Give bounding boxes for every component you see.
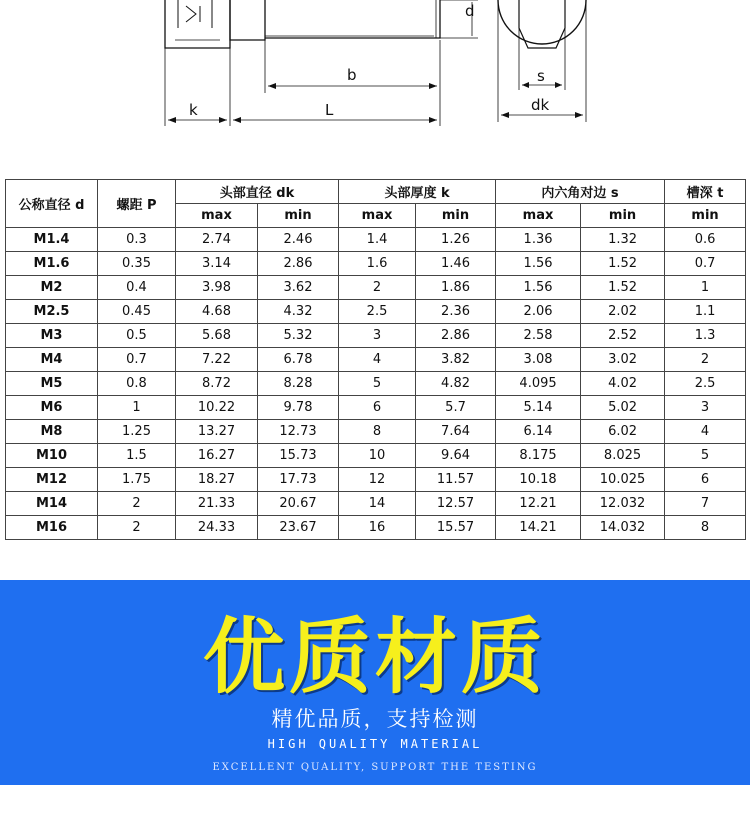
value-cell: 12.21 <box>496 492 581 516</box>
table-row <box>6 300 746 324</box>
value-cell: 7.64 <box>416 420 496 444</box>
value-cell: 1.26 <box>416 228 496 252</box>
value-cell: 20.67 <box>258 492 339 516</box>
subheader-cell: min <box>665 204 746 228</box>
dimension-label-k: k <box>189 101 198 119</box>
value-cell: 3.98 <box>176 276 258 300</box>
subheader-cell: min <box>258 204 339 228</box>
table-row <box>6 324 746 348</box>
size-cell: M1.6 <box>6 252 98 276</box>
value-cell: 1.5 <box>98 444 176 468</box>
value-cell: 1.6 <box>339 252 416 276</box>
screw-shank-outline <box>230 0 440 40</box>
table-row <box>6 372 746 396</box>
subheader-cell: min <box>416 204 496 228</box>
value-cell: 13.27 <box>176 420 258 444</box>
value-cell: 15.57 <box>416 516 496 540</box>
value-cell: 7 <box>665 492 746 516</box>
value-cell: 1 <box>98 396 176 420</box>
subheader-cell: max <box>496 204 581 228</box>
value-cell: 6.14 <box>496 420 581 444</box>
value-cell: 7.22 <box>176 348 258 372</box>
value-cell: 2 <box>339 276 416 300</box>
header-pitch: 螺距 P <box>98 180 176 228</box>
value-cell: 1.52 <box>581 276 665 300</box>
value-cell: 1.25 <box>98 420 176 444</box>
value-cell: 2.5 <box>339 300 416 324</box>
value-cell: 2 <box>665 348 746 372</box>
value-cell: 24.33 <box>176 516 258 540</box>
value-cell: 14 <box>339 492 416 516</box>
value-cell: 8 <box>665 516 746 540</box>
value-cell: 4.095 <box>496 372 581 396</box>
value-cell: 5.7 <box>416 396 496 420</box>
value-cell: 3 <box>665 396 746 420</box>
dimension-label-b: b <box>347 66 357 84</box>
value-cell: 4.32 <box>258 300 339 324</box>
value-cell: 1.56 <box>496 252 581 276</box>
dimension-label-s: s <box>537 67 545 85</box>
table-row <box>6 228 746 252</box>
value-cell: 2.02 <box>581 300 665 324</box>
screw-specification-table <box>5 179 746 540</box>
value-cell: 3.02 <box>581 348 665 372</box>
value-cell: 12 <box>339 468 416 492</box>
value-cell: 2.52 <box>581 324 665 348</box>
banner-subtitle: 精优品质，支持检测 <box>271 707 479 731</box>
subheader-cell: max <box>339 204 416 228</box>
size-cell: M4 <box>6 348 98 372</box>
value-cell: 1 <box>665 276 746 300</box>
value-cell: 18.27 <box>176 468 258 492</box>
value-cell: 4 <box>665 420 746 444</box>
value-cell: 1.86 <box>416 276 496 300</box>
value-cell: 5 <box>665 444 746 468</box>
value-cell: 5.02 <box>581 396 665 420</box>
value-cell: 3.14 <box>176 252 258 276</box>
value-cell: 0.6 <box>665 228 746 252</box>
value-cell: 4 <box>339 348 416 372</box>
value-cell: 15.73 <box>258 444 339 468</box>
table-row <box>6 396 746 420</box>
value-cell: 16 <box>339 516 416 540</box>
value-cell: 1.36 <box>496 228 581 252</box>
size-cell: M6 <box>6 396 98 420</box>
value-cell: 2.06 <box>496 300 581 324</box>
value-cell: 5.32 <box>258 324 339 348</box>
table-row <box>6 468 746 492</box>
value-cell: 10 <box>339 444 416 468</box>
dimension-label-d: d <box>465 2 475 20</box>
value-cell: 3 <box>339 324 416 348</box>
value-cell: 3.82 <box>416 348 496 372</box>
value-cell: 1.52 <box>581 252 665 276</box>
size-cell: M3 <box>6 324 98 348</box>
value-cell: 1.32 <box>581 228 665 252</box>
value-cell: 8 <box>339 420 416 444</box>
size-cell: M5 <box>6 372 98 396</box>
value-cell: 3.08 <box>496 348 581 372</box>
value-cell: 9.78 <box>258 396 339 420</box>
value-cell: 9.64 <box>416 444 496 468</box>
value-cell: 2.86 <box>416 324 496 348</box>
table-row <box>6 348 746 372</box>
value-cell: 2.46 <box>258 228 339 252</box>
value-cell: 5.14 <box>496 396 581 420</box>
banner-english-subtagline: EXCELLENT QUALITY, SUPPORT THE TESTING <box>212 762 538 773</box>
value-cell: 21.33 <box>176 492 258 516</box>
value-cell: 12.73 <box>258 420 339 444</box>
subheader-cell: max <box>176 204 258 228</box>
value-cell: 12.57 <box>416 492 496 516</box>
size-cell: M2 <box>6 276 98 300</box>
value-cell: 12.032 <box>581 492 665 516</box>
value-cell: 1.75 <box>98 468 176 492</box>
quality-banner <box>0 580 750 785</box>
value-cell: 0.35 <box>98 252 176 276</box>
size-cell: M2.5 <box>6 300 98 324</box>
value-cell: 5.68 <box>176 324 258 348</box>
value-cell: 4.82 <box>416 372 496 396</box>
size-cell: M1.4 <box>6 228 98 252</box>
size-cell: M16 <box>6 516 98 540</box>
banner-english-tagline: HIGH QUALITY MATERIAL <box>267 737 483 751</box>
value-cell: 11.57 <box>416 468 496 492</box>
value-cell: 2.36 <box>416 300 496 324</box>
value-cell: 4.68 <box>176 300 258 324</box>
value-cell: 6 <box>665 468 746 492</box>
value-cell: 1.1 <box>665 300 746 324</box>
value-cell: 17.73 <box>258 468 339 492</box>
value-cell: 6 <box>339 396 416 420</box>
value-cell: 8.175 <box>496 444 581 468</box>
value-cell: 0.7 <box>665 252 746 276</box>
value-cell: 2.86 <box>258 252 339 276</box>
value-cell: 6.02 <box>581 420 665 444</box>
value-cell: 2.58 <box>496 324 581 348</box>
value-cell: 2.5 <box>665 372 746 396</box>
value-cell: 14.032 <box>581 516 665 540</box>
value-cell: 2.74 <box>176 228 258 252</box>
dimension-label-dk: dk <box>531 96 550 114</box>
screw-end-view-circle <box>498 0 586 44</box>
value-cell: 2 <box>98 516 176 540</box>
table-row <box>6 444 746 468</box>
value-cell: 0.3 <box>98 228 176 252</box>
table-row <box>6 252 746 276</box>
value-cell: 0.8 <box>98 372 176 396</box>
value-cell: 0.45 <box>98 300 176 324</box>
header-head-diameter: 头部直径 dk <box>176 180 339 204</box>
value-cell: 8.72 <box>176 372 258 396</box>
table-header-row <box>6 180 746 204</box>
size-cell: M12 <box>6 468 98 492</box>
size-cell: M14 <box>6 492 98 516</box>
value-cell: 0.4 <box>98 276 176 300</box>
value-cell: 6.78 <box>258 348 339 372</box>
value-cell: 8.025 <box>581 444 665 468</box>
value-cell: 0.5 <box>98 324 176 348</box>
header-nominal-diameter: 公称直径 d <box>6 180 98 228</box>
value-cell: 1.46 <box>416 252 496 276</box>
value-cell: 16.27 <box>176 444 258 468</box>
value-cell: 4.02 <box>581 372 665 396</box>
banner-title: 优质材质 <box>202 610 547 705</box>
table-row <box>6 516 746 540</box>
header-head-thickness: 头部厚度 k <box>339 180 496 204</box>
value-cell: 1.56 <box>496 276 581 300</box>
value-cell: 14.21 <box>496 516 581 540</box>
value-cell: 3.62 <box>258 276 339 300</box>
header-slot-depth: 槽深 t <box>665 180 746 204</box>
header-hex-socket: 内六角对边 s <box>496 180 665 204</box>
value-cell: 5 <box>339 372 416 396</box>
table-row <box>6 492 746 516</box>
value-cell: 2 <box>98 492 176 516</box>
socket-hidden-lines <box>178 0 212 28</box>
value-cell: 23.67 <box>258 516 339 540</box>
table-row <box>6 420 746 444</box>
value-cell: 8.28 <box>258 372 339 396</box>
subheader-cell: min <box>581 204 665 228</box>
value-cell: 10.18 <box>496 468 581 492</box>
value-cell: 10.22 <box>176 396 258 420</box>
size-cell: M10 <box>6 444 98 468</box>
value-cell: 1.3 <box>665 324 746 348</box>
size-cell: M8 <box>6 420 98 444</box>
screw-technical-drawing <box>0 0 750 135</box>
screw-head-outline <box>165 0 230 48</box>
dimension-label-L: L <box>325 101 334 119</box>
value-cell: 0.7 <box>98 348 176 372</box>
table-row <box>6 276 746 300</box>
value-cell: 10.025 <box>581 468 665 492</box>
value-cell: 1.4 <box>339 228 416 252</box>
